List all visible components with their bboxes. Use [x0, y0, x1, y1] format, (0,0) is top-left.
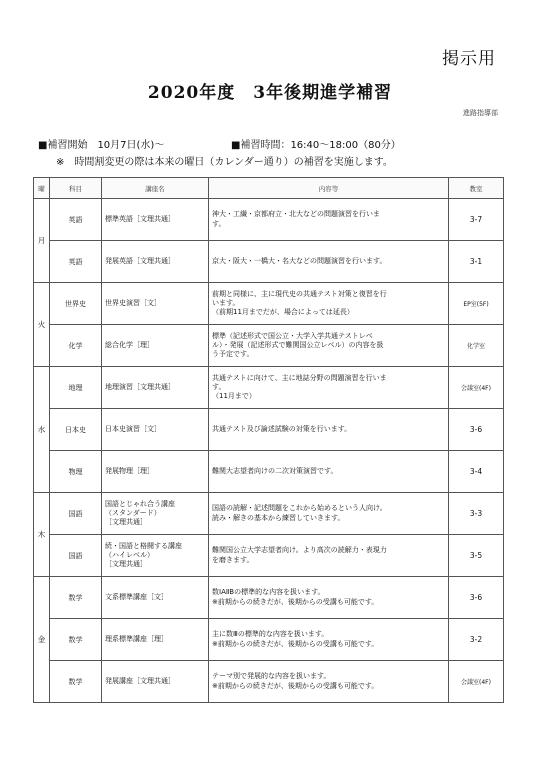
day-cell: 金 — [34, 577, 50, 703]
room-cell: 3-5 — [449, 535, 504, 577]
column-header-course: 講座名 — [102, 178, 209, 199]
table-row — [34, 367, 504, 409]
table-row — [34, 619, 504, 661]
content-cell: 国語の読解・記述問題をこれから始めるという人向け。 読み・解きの基本から練習していきます。 — [209, 493, 449, 535]
content-cell: 共通テストに向けて、主に地誌分野の問題演習を行いま す。 （11月まで） — [209, 367, 449, 409]
session-time-label: ■補習時間：16:40～18:00（80分） — [231, 140, 401, 151]
content-cell: 難関大志望者向けの二次対策演習です。 — [209, 451, 449, 493]
table-header-row — [34, 178, 504, 199]
table-row — [34, 409, 504, 451]
table-row — [34, 493, 504, 535]
course-cell: 標準英語［文理共通］ — [102, 199, 209, 241]
content-cell: 前期と同様に、主に現代史の共通テスト対策と復習を行 います。 （前期11月までだが、場合によっては延長） — [209, 283, 449, 325]
course-cell: 総合化学［理］ — [102, 325, 209, 367]
subject-cell: 英語 — [50, 241, 102, 283]
subject-cell: 数学 — [50, 577, 102, 619]
course-cell: 続・国語と格闘する講座 （ハイレベル） ［文理共通］ — [102, 535, 209, 577]
room-cell: EP室(5F) — [449, 283, 504, 325]
subject-cell: 英語 — [50, 199, 102, 241]
subject-cell: 数学 — [50, 619, 102, 661]
department-label: 進路指導部 — [463, 109, 498, 117]
table-row — [34, 451, 504, 493]
course-cell: 世界史演習［文］ — [102, 283, 209, 325]
content-cell: 神大・工繊・京都府立・北大などの問題演習を行いま す。 — [209, 199, 449, 241]
table-row — [34, 661, 504, 703]
room-cell: 3-4 — [449, 451, 504, 493]
subject-cell: 化学 — [50, 325, 102, 367]
table-row — [34, 199, 504, 241]
room-cell: 3-2 — [449, 619, 504, 661]
subject-cell: 国語 — [50, 535, 102, 577]
table-row — [34, 325, 504, 367]
schedule-note: ※ 時間割変更の際は本来の曜日（カレンダー通り）の補習を実施します。 — [56, 157, 393, 168]
table-row — [34, 535, 504, 577]
column-header-room: 教室 — [449, 178, 504, 199]
subject-cell: 物理 — [50, 451, 102, 493]
room-cell: 3-1 — [449, 241, 504, 283]
room-cell: 3-7 — [449, 199, 504, 241]
room-cell: 3-6 — [449, 409, 504, 451]
content-cell: 京大・阪大・一橋大・名大などの問題演習を行います。 — [209, 241, 449, 283]
subject-cell: 数学 — [50, 661, 102, 703]
room-cell: 化学室 — [449, 325, 504, 367]
page-title: 2020年度 3年後期進学補習 — [147, 83, 393, 103]
subject-cell: 地理 — [50, 367, 102, 409]
subject-cell: 国語 — [50, 493, 102, 535]
day-cell: 水 — [34, 367, 50, 493]
schedule-info — [38, 136, 401, 151]
column-header-day: 曜 — [34, 178, 50, 199]
content-cell: 主に数Ⅲの標準的な内容を扱います。 ※前期からの続きだが、後期からの受講も可能です。 — [209, 619, 449, 661]
table-row — [34, 241, 504, 283]
table-row — [34, 283, 504, 325]
subject-cell: 世界史 — [50, 283, 102, 325]
table-row — [34, 577, 504, 619]
day-cell: 月 — [34, 199, 50, 283]
schedule-table — [33, 177, 504, 703]
content-cell: 共通テスト及び論述試験の対策を行います。 — [209, 409, 449, 451]
column-header-subject: 科目 — [50, 178, 102, 199]
course-cell: 文系標準講座［文］ — [102, 577, 209, 619]
room-cell: 3-3 — [449, 493, 504, 535]
room-cell: 会議室(4F) — [449, 661, 504, 703]
content-cell: テーマ別で発展的な内容を扱います。 ※前期からの続きだが、後期からの受講も可能です。 — [209, 661, 449, 703]
course-cell: 地理演習［文理共通］ — [102, 367, 209, 409]
content-cell: 難関国公立大学志望者向け。より高次の読解力・表現力 を磨きます。 — [209, 535, 449, 577]
course-cell: 日本史演習［文］ — [102, 409, 209, 451]
content-cell: 標準（記述形式で国公立・大学入学共通テストレベ ル）・発展（記述形式で難関国公立レベル）の内容を扱 う予定です。 — [209, 325, 449, 367]
course-cell: 発展物理［理］ — [102, 451, 209, 493]
day-cell: 木 — [34, 493, 50, 577]
column-header-content: 内容等 — [209, 178, 449, 199]
start-date-label: ■補習開始 10月7日(水)～ — [38, 140, 165, 151]
room-cell: 会議室(4F) — [449, 367, 504, 409]
content-cell: 数ⅠAⅡBの標準的な内容を扱います。 ※前期からの続きだが、後期からの受講も可能です。 — [209, 577, 449, 619]
course-cell: 国語とじゃれ合う講座 （スタンダード） ［文理共通］ — [102, 493, 209, 535]
subject-cell: 日本史 — [50, 409, 102, 451]
day-cell: 火 — [34, 283, 50, 367]
course-cell: 発展英語［文理共通］ — [102, 241, 209, 283]
posting-label: 掲示用 — [442, 49, 496, 69]
course-cell: 発展講座［文理共通］ — [102, 661, 209, 703]
room-cell: 3-6 — [449, 577, 504, 619]
course-cell: 理系標準講座［理］ — [102, 619, 209, 661]
